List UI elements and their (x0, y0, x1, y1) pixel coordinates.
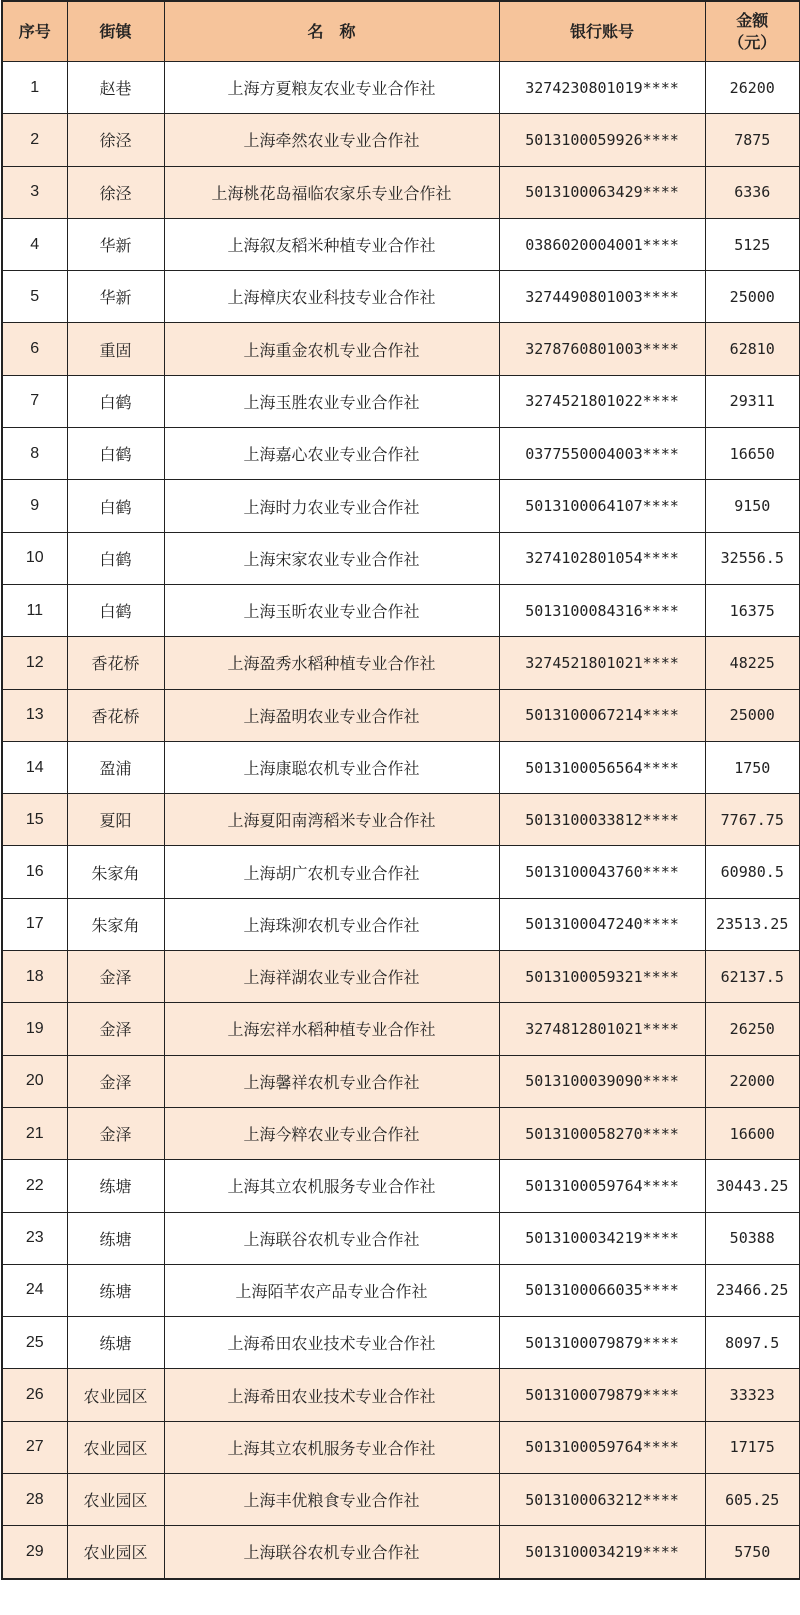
cell-account: 5013100059926**** (499, 114, 705, 166)
cell-name: 上海馨祥农机专业合作社 (164, 1055, 499, 1107)
cell-amount: 8097.5 (705, 1317, 800, 1369)
table-row (2, 1107, 800, 1159)
header-amount (705, 1, 800, 62)
cell-account: 3274230801019**** (499, 62, 705, 114)
cell-seq: 14 (2, 741, 67, 793)
cell-amount: 23513.25 (705, 898, 800, 950)
cell-account: 0377550004003**** (499, 428, 705, 480)
cell-account: 5013100063429**** (499, 166, 705, 218)
cell-seq: 28 (2, 1474, 67, 1526)
cell-seq: 2 (2, 114, 67, 166)
cell-amount: 7875 (705, 114, 800, 166)
cell-name: 上海康聪农机专业合作社 (164, 741, 499, 793)
cell-amount: 22000 (705, 1055, 800, 1107)
table-row (2, 1369, 800, 1421)
cell-account: 3274521801022**** (499, 375, 705, 427)
cell-town: 金泽 (67, 1107, 164, 1159)
cell-amount: 60980.5 (705, 846, 800, 898)
cell-account: 3274521801021**** (499, 637, 705, 689)
cell-amount: 17175 (705, 1421, 800, 1473)
cell-seq: 23 (2, 1212, 67, 1264)
cell-seq: 9 (2, 480, 67, 532)
table-row (2, 114, 800, 166)
table-row (2, 1160, 800, 1212)
cell-amount: 30443.25 (705, 1160, 800, 1212)
cell-town: 白鹤 (67, 532, 164, 584)
cell-amount: 62810 (705, 323, 800, 375)
cell-name: 上海樟庆农业科技专业合作社 (164, 271, 499, 323)
cell-town: 金泽 (67, 1055, 164, 1107)
cell-town: 练塘 (67, 1264, 164, 1316)
cell-seq: 6 (2, 323, 67, 375)
table-row (2, 1421, 800, 1473)
cell-amount: 33323 (705, 1369, 800, 1421)
cell-name: 上海宋家农业专业合作社 (164, 532, 499, 584)
table-row (2, 480, 800, 532)
cell-name: 上海希田农业技术专业合作社 (164, 1369, 499, 1421)
cell-name: 上海玉昕农业专业合作社 (164, 584, 499, 636)
cell-amount: 16375 (705, 584, 800, 636)
cell-name: 上海其立农机服务专业合作社 (164, 1160, 499, 1212)
cell-seq: 7 (2, 375, 67, 427)
cell-name: 上海盈明农业专业合作社 (164, 689, 499, 741)
cell-seq: 3 (2, 166, 67, 218)
cell-town: 农业园区 (67, 1369, 164, 1421)
cell-account: 3278760801003**** (499, 323, 705, 375)
cell-seq: 10 (2, 532, 67, 584)
cell-name: 上海方夏粮友农业专业合作社 (164, 62, 499, 114)
cell-town: 华新 (67, 218, 164, 270)
cell-name: 上海重金农机专业合作社 (164, 323, 499, 375)
cell-seq: 8 (2, 428, 67, 480)
cell-account: 0386020004001**** (499, 218, 705, 270)
cell-account: 5013100043760**** (499, 846, 705, 898)
table-row (2, 166, 800, 218)
cell-account: 5013100058270**** (499, 1107, 705, 1159)
cell-account: 5013100034219**** (499, 1526, 705, 1579)
cell-amount: 23466.25 (705, 1264, 800, 1316)
table-header-row (2, 1, 800, 62)
cell-account: 3274102801054**** (499, 532, 705, 584)
cell-town: 农业园区 (67, 1421, 164, 1473)
cell-amount: 16600 (705, 1107, 800, 1159)
cell-name: 上海夏阳南湾稻米专业合作社 (164, 794, 499, 846)
cell-amount: 26200 (705, 62, 800, 114)
cell-seq: 21 (2, 1107, 67, 1159)
table-row (2, 689, 800, 741)
cell-account: 5013100056564**** (499, 741, 705, 793)
cell-name: 上海联谷农机专业合作社 (164, 1526, 499, 1579)
cell-account: 5013100063212**** (499, 1474, 705, 1526)
cell-account: 5013100079879**** (499, 1317, 705, 1369)
table-row (2, 741, 800, 793)
cell-amount: 25000 (705, 689, 800, 741)
cell-name: 上海希田农业技术专业合作社 (164, 1317, 499, 1369)
cell-town: 白鹤 (67, 375, 164, 427)
cell-amount: 5750 (705, 1526, 800, 1579)
header-amount-label: 金额 (736, 10, 769, 30)
cell-seq: 12 (2, 637, 67, 689)
cell-seq: 22 (2, 1160, 67, 1212)
cell-town: 朱家角 (67, 898, 164, 950)
table-row (2, 532, 800, 584)
cell-name: 上海丰优粮食专业合作社 (164, 1474, 499, 1526)
cell-account: 5013100067214**** (499, 689, 705, 741)
table-row (2, 794, 800, 846)
cell-seq: 27 (2, 1421, 67, 1473)
table-row (2, 428, 800, 480)
cell-seq: 20 (2, 1055, 67, 1107)
cell-account: 3274812801021**** (499, 1003, 705, 1055)
cell-amount: 5125 (705, 218, 800, 270)
header-town: 街镇 (67, 1, 164, 62)
table-row (2, 62, 800, 114)
cell-town: 赵巷 (67, 62, 164, 114)
subsidy-table (1, 0, 800, 1580)
cell-name: 上海牵然农业专业合作社 (164, 114, 499, 166)
cell-account: 5013100034219**** (499, 1212, 705, 1264)
cell-town: 练塘 (67, 1160, 164, 1212)
cell-town: 白鹤 (67, 584, 164, 636)
cell-town: 香花桥 (67, 689, 164, 741)
cell-town: 金泽 (67, 951, 164, 1003)
cell-amount: 48225 (705, 637, 800, 689)
cell-account: 5013100047240**** (499, 898, 705, 950)
cell-seq: 25 (2, 1317, 67, 1369)
table-row (2, 271, 800, 323)
cell-name: 上海玉胜农业专业合作社 (164, 375, 499, 427)
header-account: 银行账号 (499, 1, 705, 62)
cell-amount: 605.25 (705, 1474, 800, 1526)
cell-account: 5013100033812**** (499, 794, 705, 846)
cell-name: 上海嘉心农业专业合作社 (164, 428, 499, 480)
cell-amount: 62137.5 (705, 951, 800, 1003)
cell-name: 上海其立农机服务专业合作社 (164, 1421, 499, 1473)
cell-seq: 24 (2, 1264, 67, 1316)
cell-account: 5013100079879**** (499, 1369, 705, 1421)
header-name: 名 称 (164, 1, 499, 62)
table-row (2, 375, 800, 427)
cell-town: 徐泾 (67, 166, 164, 218)
cell-seq: 17 (2, 898, 67, 950)
table-row (2, 1003, 800, 1055)
table-row (2, 1474, 800, 1526)
cell-account: 5013100064107**** (499, 480, 705, 532)
table-row (2, 584, 800, 636)
cell-town: 盈浦 (67, 741, 164, 793)
cell-amount: 32556.5 (705, 532, 800, 584)
table-row (2, 951, 800, 1003)
cell-amount: 50388 (705, 1212, 800, 1264)
table-row (2, 1212, 800, 1264)
cell-name: 上海胡广农机专业合作社 (164, 846, 499, 898)
cell-amount: 25000 (705, 271, 800, 323)
cell-name: 上海联谷农机专业合作社 (164, 1212, 499, 1264)
cell-town: 白鹤 (67, 428, 164, 480)
cell-seq: 26 (2, 1369, 67, 1421)
cell-seq: 1 (2, 62, 67, 114)
cell-town: 朱家角 (67, 846, 164, 898)
cell-seq: 13 (2, 689, 67, 741)
cell-account: 3274490801003**** (499, 271, 705, 323)
cell-name: 上海叙友稻米种植专业合作社 (164, 218, 499, 270)
cell-name: 上海宏祥水稻种植专业合作社 (164, 1003, 499, 1055)
cell-name: 上海陌芊农产品专业合作社 (164, 1264, 499, 1316)
cell-account: 5013100059321**** (499, 951, 705, 1003)
cell-seq: 29 (2, 1526, 67, 1579)
cell-amount: 9150 (705, 480, 800, 532)
cell-name: 上海盈秀水稻种植专业合作社 (164, 637, 499, 689)
cell-town: 练塘 (67, 1317, 164, 1369)
cell-account: 5013100039090**** (499, 1055, 705, 1107)
cell-town: 徐泾 (67, 114, 164, 166)
table-row (2, 1526, 800, 1579)
cell-amount: 7767.75 (705, 794, 800, 846)
cell-amount: 26250 (705, 1003, 800, 1055)
cell-seq: 18 (2, 951, 67, 1003)
cell-town: 香花桥 (67, 637, 164, 689)
cell-town: 重固 (67, 323, 164, 375)
table-row (2, 218, 800, 270)
cell-town: 金泽 (67, 1003, 164, 1055)
cell-name: 上海祥湖农业专业合作社 (164, 951, 499, 1003)
cell-amount: 29311 (705, 375, 800, 427)
cell-seq: 5 (2, 271, 67, 323)
table-row (2, 846, 800, 898)
table-row (2, 898, 800, 950)
cell-account: 5013100059764**** (499, 1421, 705, 1473)
table-row (2, 1264, 800, 1316)
cell-town: 白鹤 (67, 480, 164, 532)
cell-name: 上海时力农业专业合作社 (164, 480, 499, 532)
cell-town: 农业园区 (67, 1526, 164, 1579)
cell-seq: 15 (2, 794, 67, 846)
cell-town: 练塘 (67, 1212, 164, 1264)
cell-name: 上海桃花岛福临农家乐专业合作社 (164, 166, 499, 218)
cell-town: 农业园区 (67, 1474, 164, 1526)
cell-town: 华新 (67, 271, 164, 323)
cell-seq: 19 (2, 1003, 67, 1055)
cell-town: 夏阳 (67, 794, 164, 846)
cell-name: 上海珠泖农机专业合作社 (164, 898, 499, 950)
cell-account: 5013100084316**** (499, 584, 705, 636)
cell-account: 5013100059764**** (499, 1160, 705, 1212)
header-amount-unit: （元） (728, 32, 777, 52)
table-row (2, 637, 800, 689)
table-body (2, 62, 800, 1579)
cell-account: 5013100066035**** (499, 1264, 705, 1316)
cell-seq: 16 (2, 846, 67, 898)
table-row (2, 1055, 800, 1107)
cell-seq: 4 (2, 218, 67, 270)
table-row (2, 1317, 800, 1369)
cell-amount: 16650 (705, 428, 800, 480)
cell-name: 上海今粹农业专业合作社 (164, 1107, 499, 1159)
cell-amount: 6336 (705, 166, 800, 218)
cell-seq: 11 (2, 584, 67, 636)
cell-amount: 1750 (705, 741, 800, 793)
header-seq: 序号 (2, 1, 67, 62)
table-row (2, 323, 800, 375)
